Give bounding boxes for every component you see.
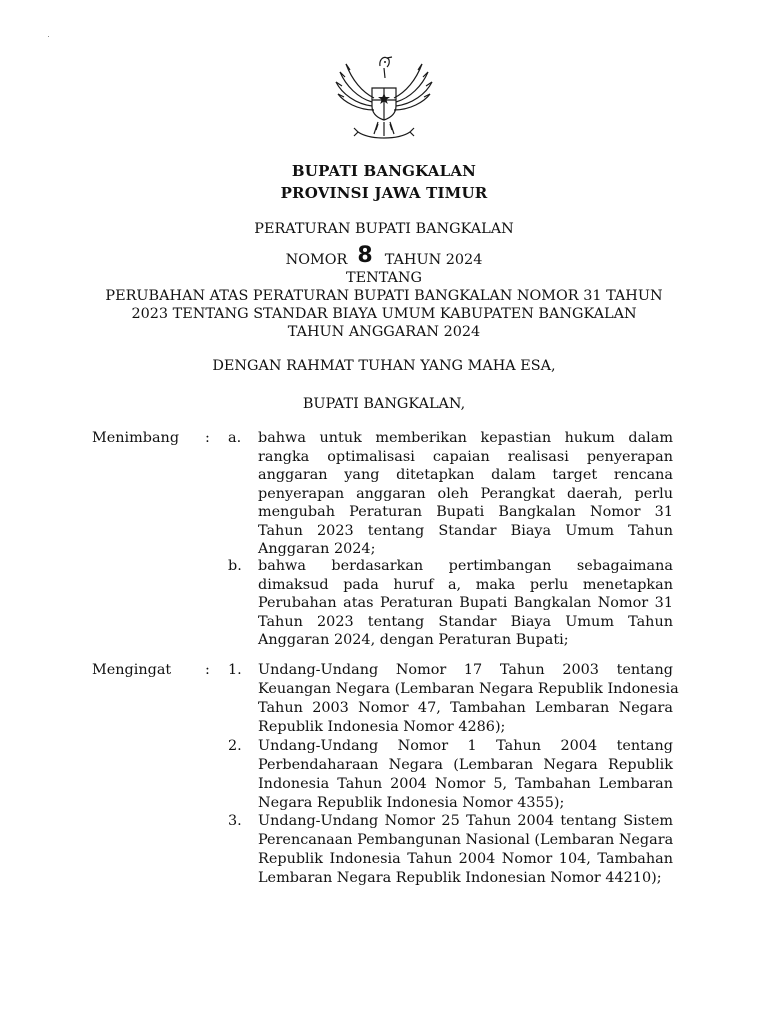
mengingat-item-line: Undang-Undang Nomor 1 Tahun 2004 tentang [258, 738, 673, 754]
mengingat-item-line: Undang-Undang Nomor 17 Tahun 2003 tentang [258, 662, 673, 678]
regulation-number: 8 [357, 243, 373, 268]
mengingat-item-line: Indonesia Tahun 2004 Nomor 5, Tambahan Lembaran [258, 776, 673, 792]
menimbang-item-line: Tahun 2023 tentang Standar Biaya Umum Tahun [258, 522, 673, 539]
year-label: TAHUN 2024 [384, 252, 483, 268]
subject-line: TAHUN ANGGARAN 2024 [287, 324, 481, 340]
scan-speck [48, 36, 49, 37]
menimbang-item-line: Anggaran 2024; [258, 541, 376, 557]
mengingat-item-line: Republik Indonesia Tahun 2004 Nomor 104, Tambahan [258, 851, 673, 867]
mengingat-item-line: Perbendaharaan Negara (Lembaran Negara Republik [258, 757, 673, 773]
menimbang-item-line: Tahun 2023 tentang Standar Biaya Umum Tahun [258, 613, 673, 630]
mengingat-item-line: Undang-Undang Nomor 25 Tahun 2004 tentang Sistem [258, 813, 673, 829]
menimbang-item-marker: b. [228, 558, 242, 574]
subject-line: PERUBAHAN ATAS PERATURAN BUPATI BANGKALAN NOMOR 31 TAHUN [105, 288, 663, 304]
mengingat-item-marker: 3. [228, 813, 242, 829]
mengingat-item-line: Negara Republik Indonesia Nomor 4355); [258, 795, 565, 811]
menimbang-item-line: bahwa untuk memberikan kepastian hukum dalam [258, 430, 673, 446]
about-label: TENTANG [346, 270, 422, 286]
mengingat-label: Mengingat [92, 662, 172, 678]
mengingat-item-line: Lembaran Negara Republik Indonesian Nomor 44210); [258, 870, 662, 886]
menimbang-item-marker: a. [228, 430, 242, 446]
issuer: BUPATI BANGKALAN, [302, 396, 466, 412]
province-title: PROVINSI JAWA TIMUR [280, 184, 488, 202]
subject-line: 2023 TENTANG STANDAR BIAYA UMUM KABUPATEN BANGKALAN [131, 306, 637, 322]
menimbang-item-line: rangka optimalisasi capaian realisasi penyerapan [258, 448, 673, 465]
menimbang-item-line: penyerapan anggaran oleh Perangkat daerah, perlu [258, 485, 673, 502]
menimbang-colon: : [205, 430, 210, 446]
mengingat-colon: : [205, 662, 210, 678]
menimbang-label: Menimbang [92, 430, 180, 446]
office-title: BUPATI BANGKALAN [291, 162, 477, 180]
menimbang-item-line: anggaran yang ditetapkan dalam target rencana [258, 467, 673, 483]
number-label: NOMOR [285, 252, 348, 268]
mengingat-item-line: Republik Indonesia Nomor 4286); [258, 719, 506, 735]
mengingat-item-line: Tahun 2003 Nomor 47, Tambahan Lembaran Negara [258, 700, 673, 716]
menimbang-item-line: dimaksud pada huruf a, maka perlu menetapkan [258, 576, 673, 593]
mengingat-item-line: Perencanaan Pembangunan Nasional (Lembaran Negara [258, 832, 674, 848]
mengingat-item-marker: 1. [228, 662, 242, 678]
menimbang-item-line: mengubah Peraturan Bupati Bangkalan Nomor 31 [258, 504, 673, 520]
regulation-type: PERATURAN BUPATI BANGKALAN [254, 221, 514, 237]
mengingat-item-line: Keuangan Negara (Lembaran Negara Republik Indonesia [258, 681, 679, 697]
garuda-emblem-icon [324, 40, 444, 150]
menimbang-item-line: Perubahan atas Peraturan Bupati Bangkalan Nomor 31 [258, 595, 673, 611]
menimbang-item-line: Anggaran 2024, dengan Peraturan Bupati; [258, 632, 569, 648]
regulation-number-line [0, 245, 768, 270]
invocation: DENGAN RAHMAT TUHAN YANG MAHA ESA, [212, 358, 556, 374]
menimbang-item-line: bahwa berdasarkan pertimbangan sebagaimana [258, 558, 673, 574]
mengingat-item-marker: 2. [228, 738, 242, 754]
